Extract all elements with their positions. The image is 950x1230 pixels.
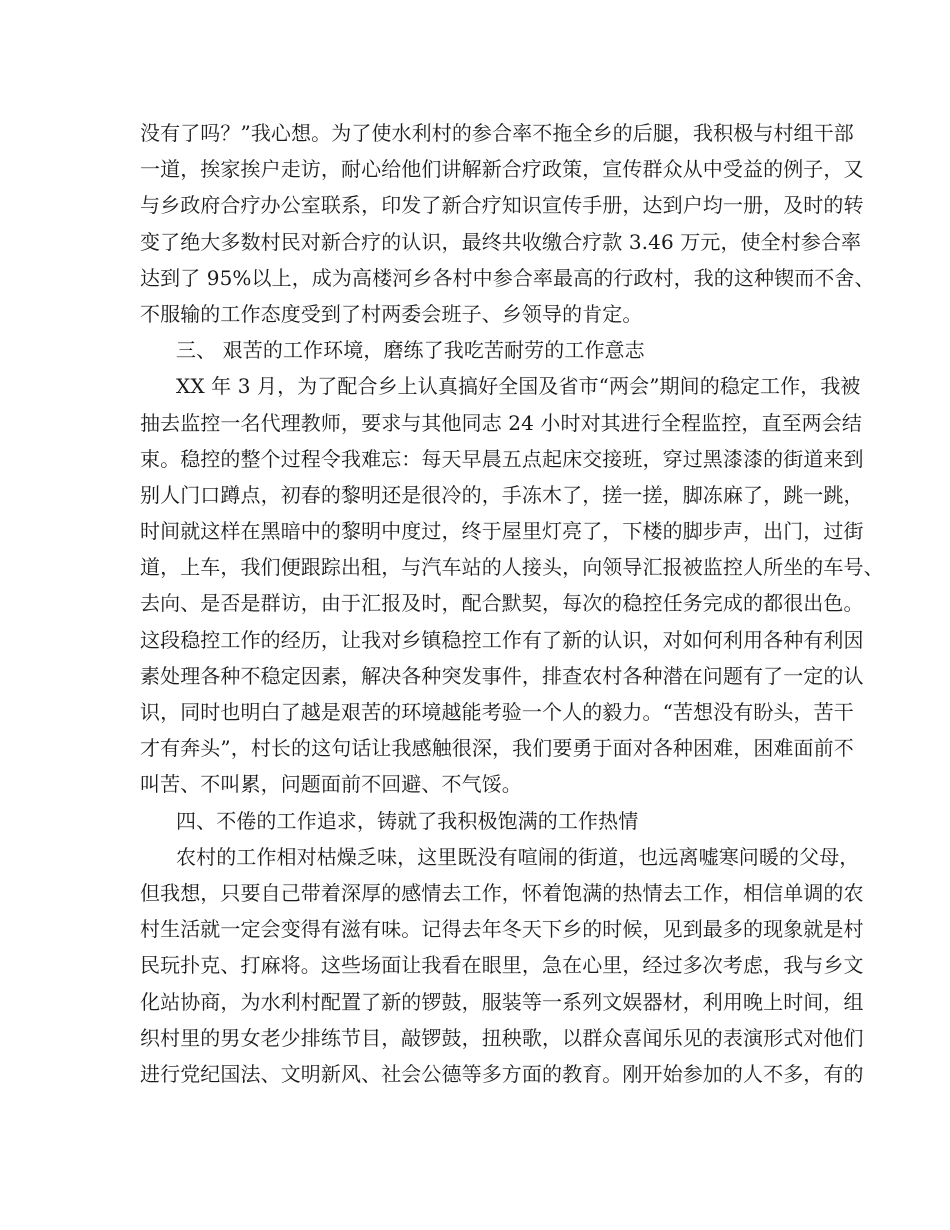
- section-heading: 四、不倦的工作追求，铸就了我积极饱满的工作热情: [176, 808, 639, 833]
- text-line: 才有奔头”，村长的这句话让我感触很深，我们要勇于面对各种困难，困难面前不: [140, 736, 854, 761]
- text-line: 道，上车，我们便跟踪出租，与汽车站的人接头，向领导汇报被监控人所坐的车号、: [140, 555, 884, 580]
- text-line: 民玩扑克、打麻将。这些场面让我看在眼里，急在心里，经过多次考虑，我与乡文: [140, 953, 864, 978]
- text-line: 这段稳控工作的经历，让我对乡镇稳控工作有了新的认识，对如何利用各种有利因: [140, 627, 864, 652]
- text-line: XX 年 3 月，为了配合乡上认真搞好全国及省市“两会”期间的稳定工作，我被: [176, 374, 861, 399]
- text-line: 识，同时也明白了越是艰苦的环境越能考验一个人的毅力。“苦想没有盼头，苦干: [140, 700, 854, 724]
- text-line: 化站协商，为水利村配置了新的锣鼓，服装等一系列文娱器材，利用晚上时间，组: [140, 989, 864, 1014]
- text-line: 去向、是否是群访，由于汇报及时，配合默契，每次的稳控任务完成的都很出色。: [140, 591, 864, 616]
- text-line: 不服输的工作态度受到了村两委会班子、乡领导的肯定。: [140, 301, 643, 326]
- text-line: 叫苦、不叫累，问题面前不回避、不气馁。: [140, 772, 522, 797]
- text-line: 素处理各种不稳定因素，解决各种突发事件，排查农村各种潜在问题有了一定的认: [140, 663, 864, 688]
- text-line: 村生活就一定会变得有滋有味。记得去年冬天下乡的时候，见到最多的现象就是村: [140, 917, 864, 942]
- text-line: 没有了吗？”我心想。为了使水利村的参合率不拖全乡的后腿，我积极与村组干部: [140, 121, 854, 145]
- text-line: 农村的工作相对枯燥乏味，这里既没有喧闹的街道，也远离嘘寒问暖的父母，: [176, 844, 860, 869]
- document-body: [140, 115, 884, 1092]
- text-line: 束。稳控的整个过程令我难忘：每天早晨五点起床交接班，穿过黑漆漆的街道来到: [140, 446, 864, 471]
- text-line: 一道，挨家挨户走访，耐心给他们讲解新合疗政策，宣传群众从中受益的例子，又: [140, 157, 864, 182]
- text-line: 变了绝大多数村民对新合疗的认识，最终共收缴合疗款 3.46 万元，使全村参合率: [140, 229, 862, 254]
- text-line: 时间就这样在黑暗中的黎明中度过，终于屋里灯亮了，下楼的脚步声，出门，过街: [140, 519, 864, 544]
- section-heading: 三、 艰苦的工作环境，磨练了我吃苦耐劳的工作意志: [176, 338, 645, 363]
- text-line: 织村里的男女老少排练节目，敲锣鼓，扭秧歌，以群众喜闻乐见的表演形式对他们: [140, 1025, 864, 1050]
- text-line: 达到了 95%以上，成为高楼河乡各村中参合率最高的行政村，我的这种锲而不舍、: [140, 265, 875, 290]
- text-line: 与乡政府合疗办公室联系，印发了新合疗知识宣传手册，达到户均一册，及时的转: [140, 193, 864, 218]
- text-line: 进行党纪国法、文明新风、社会公德等多方面的教育。刚开始参加的人不多，有的: [140, 1061, 864, 1086]
- text-line: 别人门口蹲点，初春的黎明还是很冷的，手冻木了，搓一搓，脚冻麻了，跳一跳，: [140, 482, 864, 507]
- text-line: 但我想，只要自己带着深厚的感情去工作，怀着饱满的热情去工作，相信单调的农: [140, 880, 864, 905]
- text-line: 抽去监控一名代理教师，要求与其他同志 24 小时对其进行全程监控，直至两会结: [140, 410, 862, 435]
